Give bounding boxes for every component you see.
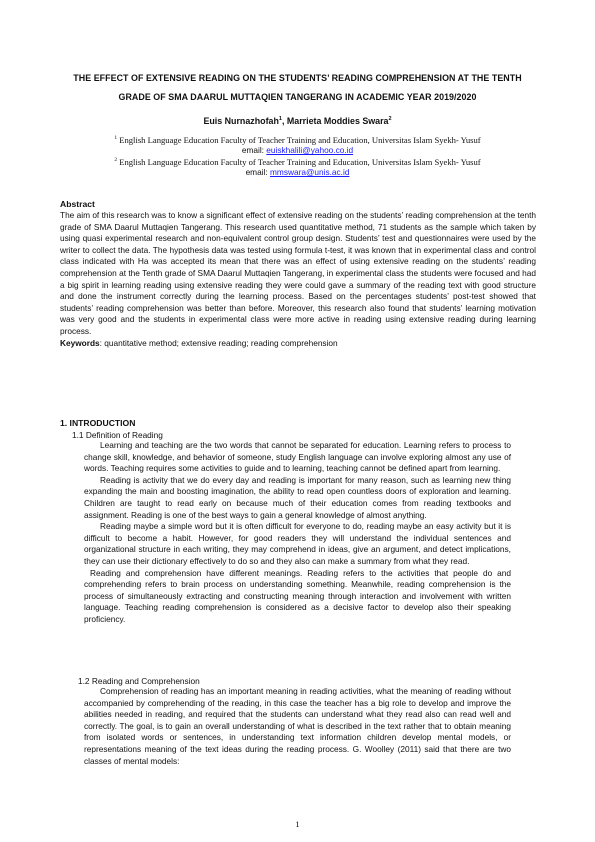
email-2-label: email: (245, 167, 270, 178)
affiliation-2-sup: 2 (114, 157, 118, 163)
subsection-1-2-body (84, 686, 511, 767)
paragraph-2: Reading is activity that we do every day and reading is important for many reason, such as learning new thing expanding the main and boosting imagination, the ability to read open countless doors of exploration and learning. Children are taught to read early on because much of their education comes from reading textbooks and assignment. Reading is one of the best ways to gain a general knowledge of almost anything. (84, 474, 511, 520)
paragraph-1: Learning and teaching are the two words that cannot be separated for education. Learning refers to process to change skill, knowledge, and behavior of someone, study English language can involve exploring almost any use of words. Teaching requires some activities to guide and to learning, teaching cannot be defined apart from learning. (84, 440, 511, 474)
affiliation-1 (0, 133, 595, 156)
introduction-heading: 1. INTRODUCTION (60, 418, 136, 428)
author-2: Marrieta Moddies Swara (286, 116, 389, 126)
affiliation-1-text: English Language Education Faculty of Teacher Training and Education, Universitas Islam Syekh- Yusuf (119, 134, 481, 145)
email-1-link[interactable]: euiskhalili@yahoo.co.id (266, 145, 354, 156)
affiliation-1-sup: 1 (114, 135, 118, 141)
paper-title: THE EFFECT OF EXTENSIVE READING ON THE STUDENTS’ READING COMPREHENSION AT THE TENTH GRADE OF SMA DAARUL MUTTAQIEN TANGERANG IN ACADEMIC YEAR 2019/2020 (73, 73, 522, 102)
author-separator: , (281, 116, 287, 126)
paragraph-5: Comprehension of reading has an important meaning in reading activities, what the meaning of reading without accompanied by comprehending of the reading, in this case the teacher has a big role to develop and improve the abilities needed in reading, and required that the students can understand what they read also can read well and correctly. The goal, is to gain an overall understanding of what is described in the text rather that to obtain meaning from isolated words or sentences, in understanding text information children develop mental models, or representations meaning of the text ideas during the reading process. G. Woolley (2011) said that there are two classes of mental models: (84, 686, 511, 766)
subsection-1-1-body (84, 440, 511, 626)
author-2-sup: 2 (388, 116, 392, 123)
affiliation-2 (0, 155, 595, 178)
subsection-1-2-heading: 1.2 Reading and Comprehension (78, 676, 200, 686)
keywords-label: Keywords (60, 337, 100, 348)
abstract-heading: Abstract (60, 199, 95, 209)
subsection-1-1-heading: 1.1 Definition of Reading (72, 430, 163, 440)
abstract-body (60, 210, 536, 349)
author-line (0, 116, 595, 126)
page-number: 1 (295, 819, 300, 829)
author-1-sup: 1 (278, 116, 282, 123)
affiliation-2-text: English Language Education Faculty of Teacher Training and Education, Universitas Islam Syekh- Yusuf (119, 156, 481, 167)
abstract-text: The aim of this research was to know a significant effect of extensive reading on the students’ reading comprehension at the tenth grade of SMA Daarul Muttaqien Tangerang. This research used quantitative method, 71 students as the sample which taken by using quasi experimental research and non-equivalent control group design. Students’ test and questionnaires were used by the writer to collect the data. The hypothesis data was tested using formula t-test, it was known that in experimental class and control class indicated with Ha was accepted its mean that there was an effect of using extensive reading on the students’ reading comprehension at the Tenth grade of SMA Daarul Muttaqien Tangerang, in experimental class the students were focused and had a big spirit in learning reading using extensive reading they were could gave a summary of the reading text with good structure and done the instrument correctly during the learning process. Based on the percentages students’ post-test showed that students’ reading comprehension was better than before. Moreover, this research also found that students’ learning motivation was very good and the students in experimental class were more active in reading using extensive reading during learning process. (60, 210, 536, 336)
paragraph-4: Reading and comprehension have different meanings. Reading refers to the activities that people do and comprehending refers to brain process on understanding something. Meanwhile, reading comprehension is the process of simultaneously extracting and constructing meaning through interaction and involvement with written language. Teaching reading comprehension is considered as a decisive factor to develop also their speaking proficiency. (84, 567, 511, 624)
author-1: Euis Nurnazhofah (203, 116, 279, 126)
email-1-label: email: (241, 145, 267, 156)
email-2-link[interactable]: mmswara@unis.ac.id (270, 167, 350, 178)
paragraph-3: Reading maybe a simple word but it is often difficult for everyone to do, reading maybe an easy activity but it is difficult to become a habit. However, for good readers they will understand the individual sentences and organizational structure in each writing, they may comprehend in ideas, give an argument, and detect implications, they can use their dictionary effectively to do so and they also can make a summary from what they read. (84, 521, 511, 566)
keywords-text: : quantitative method; extensive reading; reading comprehension (99, 337, 338, 348)
